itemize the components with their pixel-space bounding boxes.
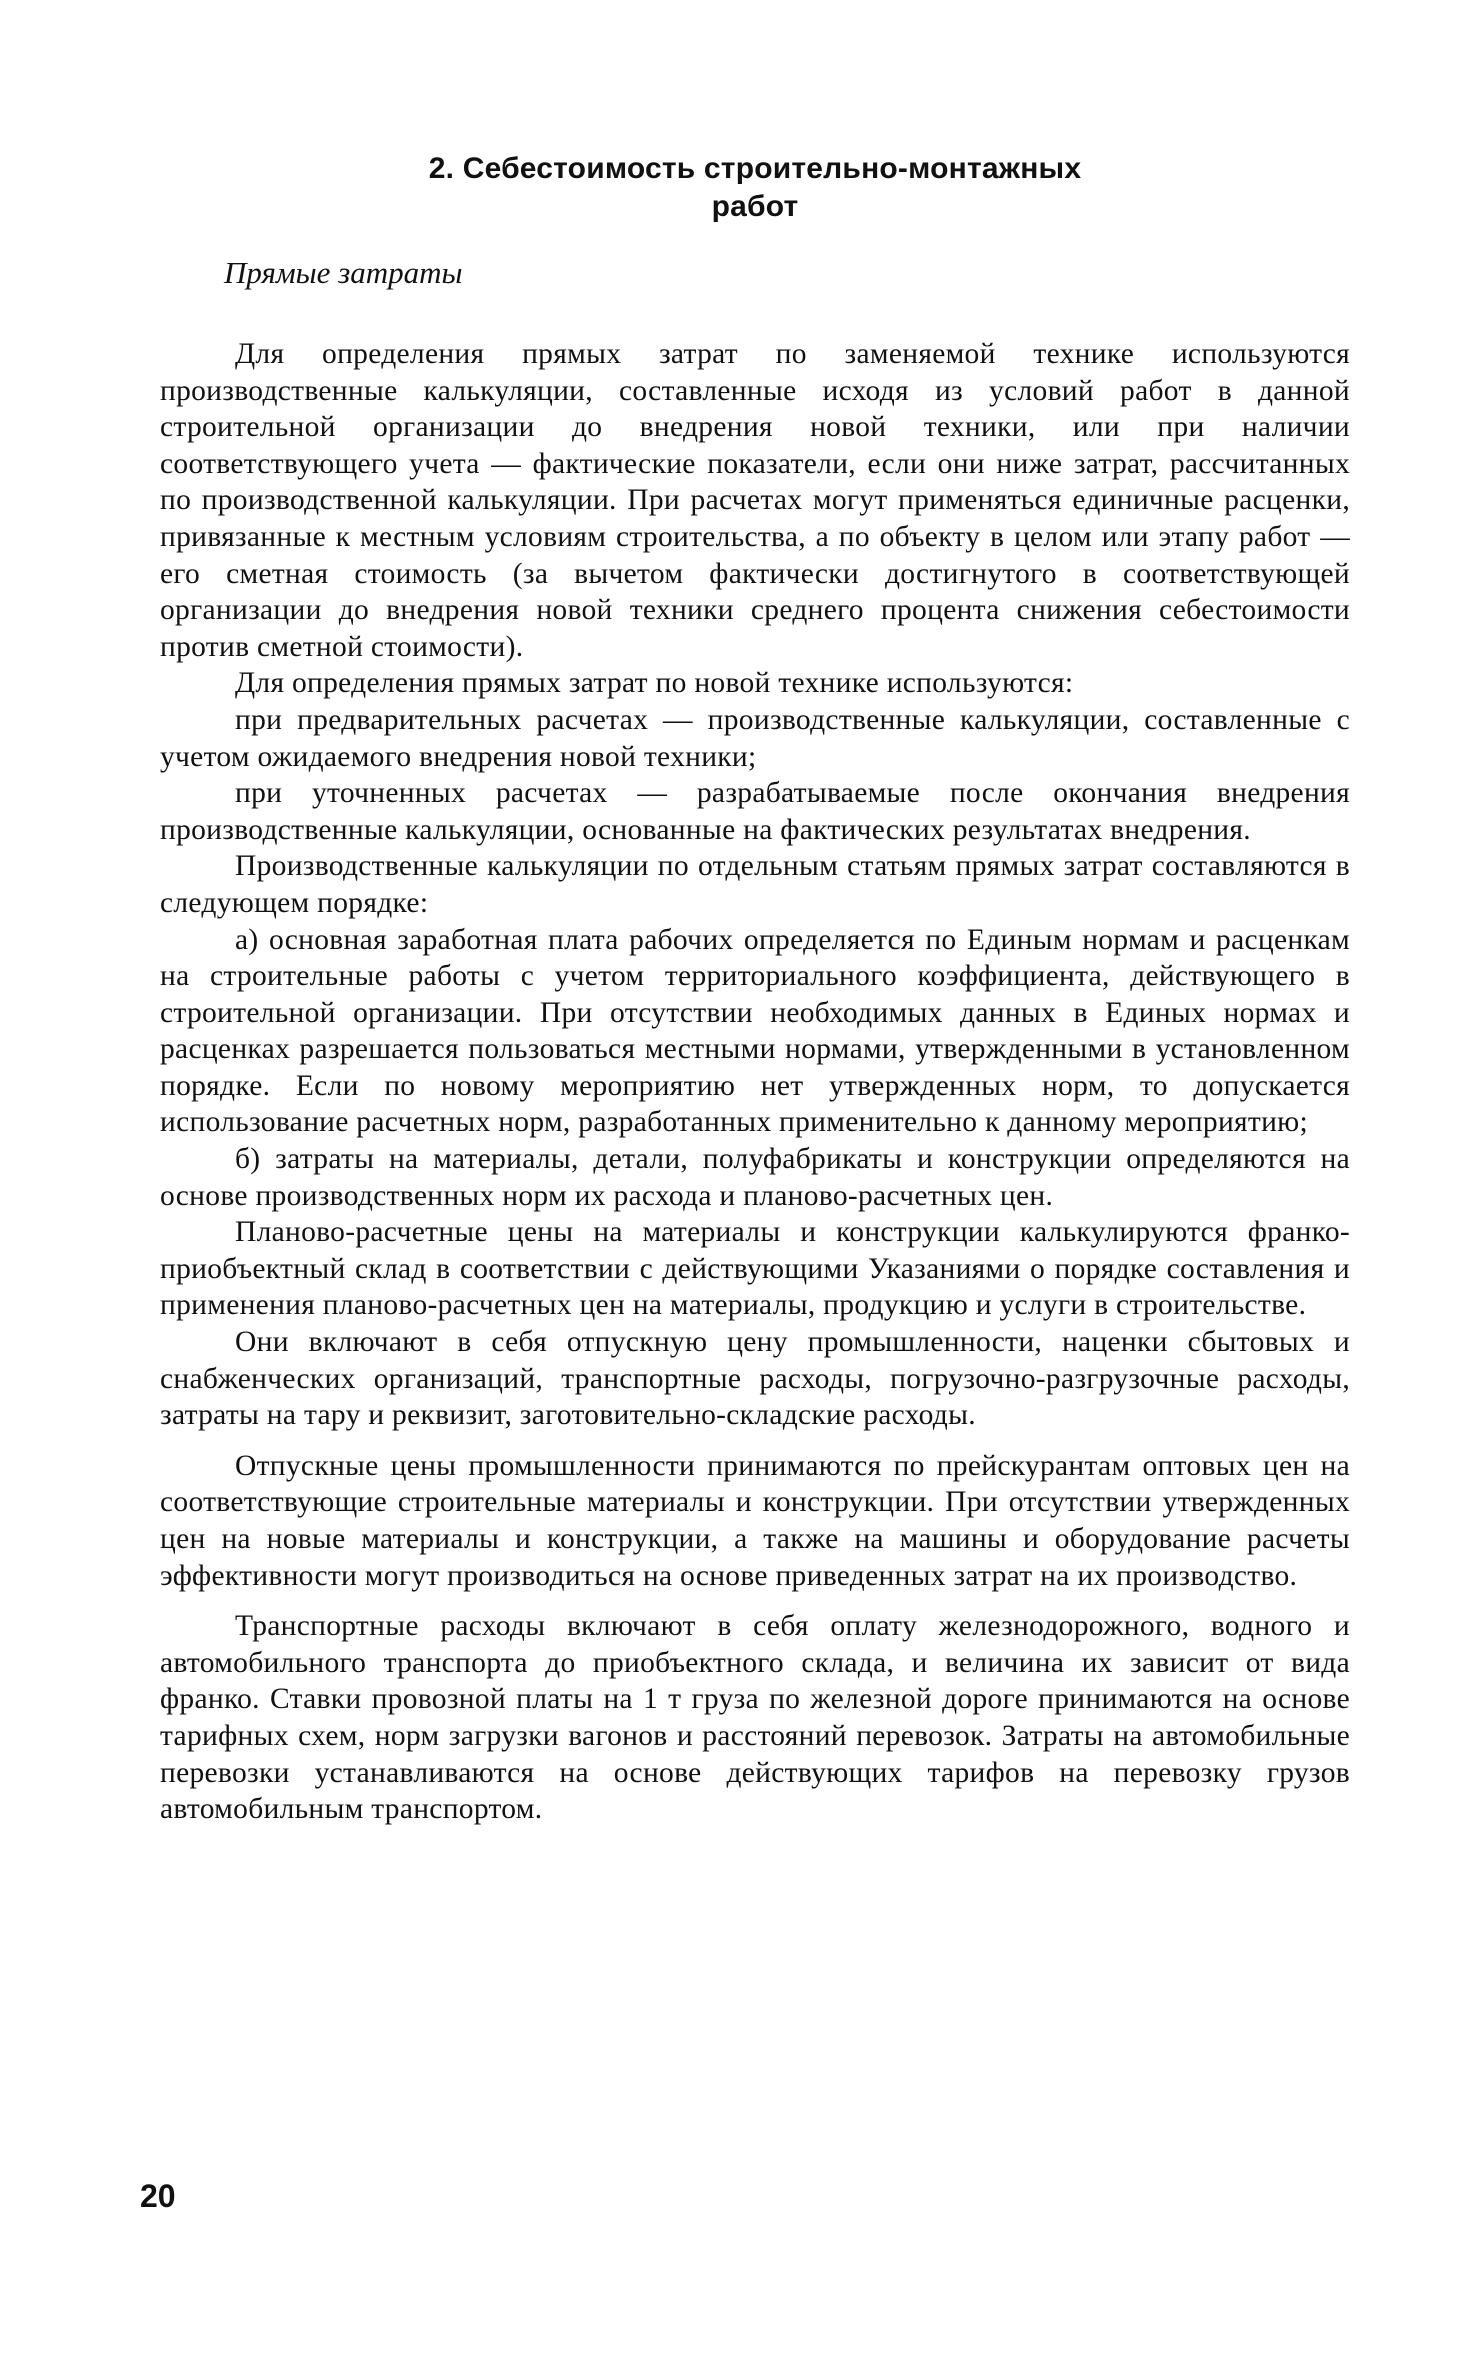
paragraph: Отпускные цены промышленности принимаются по прейскурантам оптовых цен на соответствующие строительные материалы и конструкции. При отсутствии утвержденных цен на новые материалы и конструкции, а также на машины и оборудование расчеты эффективности могут производиться на основе приведенных затрат на их производство. bbox=[160, 1449, 1350, 1592]
section-title-line-2: работ bbox=[711, 190, 799, 223]
paragraph: Для определения прямых затрат по заменяемой технике используются производственные калькуляции, составленные исходя из условий работ в данной строительной организации до внедрения новой техники, или при наличии соответствующего учета — фактические показатели, если они ниже затрат, рассчитанных по производственной калькуляции. При расчетах могут применяться единичные расценки, привязанные к местным условиям строительства, а по объекту в целом или этапу работ — его сметная стоимость (за вычетом фактически достигнутого в соответствующей организации до внедрения новой техники среднего процента снижения себестоимости против сметной стоимости). bbox=[160, 338, 1350, 663]
section-title bbox=[160, 150, 1350, 226]
paragraph: Планово-расчетные цены на материалы и конструкции калькулируются франко-приобъектный склад в соответствии с действующими Указаниями о порядке составления и применения планово-расчетных цен на материалы, продукцию и услуги в строительстве. bbox=[160, 1216, 1350, 1322]
paragraph: а) основная заработная плата рабочих определяется по Единым нормам и расценкам на строительные работы с учетом территориального коэффициента, действующего в строительной организации. При отсутствии необходимых данных в Единых нормах и расценках разрешается пользоваться местными нормами, утвержденными в установленном порядке. Если по новому мероприятию нет утвержденных норм, то допускается использование расчетных норм, разработанных применительно к данному мероприятию; bbox=[160, 923, 1350, 1139]
paragraph: при уточненных расчетах — разрабатываемые после окончания внедрения производственные калькуляции, основанные на фактических результатах внедрения. bbox=[160, 777, 1350, 846]
page-content bbox=[160, 150, 1350, 1828]
paragraph: Они включают в себя отпускную цену промышленности, наценки сбытовых и снабженческих организаций, транспортные расходы, погрузочно-разгрузочные расходы, затраты на тару и реквизит, заготовительно-складские расходы. bbox=[160, 1326, 1350, 1432]
section-title-line-1: 2. Себестоимость строительно-монтажных bbox=[428, 152, 1082, 185]
page-number: 20 bbox=[140, 2178, 176, 2214]
subsection-title: Прямые затраты bbox=[224, 255, 463, 290]
paragraph: Транспортные расходы включают в себя оплату железнодорожного, водного и автомобильного транспорта до приобъектного склада, и величина их зависит от вида франко. Ставки провозной платы на 1 т груза по железной дороге принимаются на основе тарифных схем, норм загрузки вагонов и расстояний перевозок. Затраты на автомобильные перевозки устанавливаются на основе действующих тарифов на перевозку грузов автомобильным транспортом. bbox=[160, 1610, 1350, 1826]
paragraph: Производственные калькуляции по отдельным статьям прямых затрат составляются в следующем порядке: bbox=[160, 850, 1350, 919]
paragraph: при предварительных расчетах — производственные калькуляции, составленные с учетом ожидаемого внедрения новой техники; bbox=[160, 703, 1350, 773]
body-text bbox=[160, 336, 1350, 1828]
paragraph: Для определения прямых затрат по новой технике используются: bbox=[235, 667, 1074, 700]
paragraph: б) затраты на материалы, детали, полуфабрикаты и конструкции определяются на основе производственных норм их расхода и планово-расчетных цен. bbox=[160, 1143, 1350, 1212]
